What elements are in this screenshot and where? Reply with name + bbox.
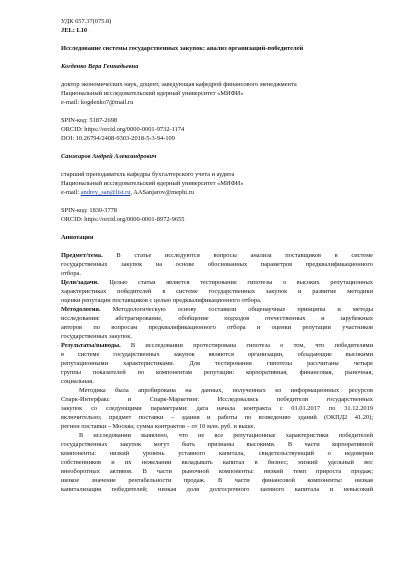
abstract-line: Цели/задачи. Целью статьи является тестирование гипотезы о высоких репутационных — [61, 279, 373, 286]
abstract-line: компоненты: низкий уровень уставного капитала, свидетельствующий о недоверии — [61, 450, 373, 457]
abstract-line: Спарк-Интерфакс и Спарк-Маркетинг. Исследовались победители государственных — [61, 396, 373, 403]
abstract-line: государственных закупок могут быть признаны высокими. В части корпоративной — [61, 441, 373, 448]
author-2-orcid: ORCID: https://orcid.org/0000-0001-8972-9655 — [61, 216, 185, 223]
abstract-line: собственников и их нежелании вкладывать капитал в бизнес; низкий удельный вес — [61, 459, 373, 466]
abstract-line: Методика была апробирована на данных, полученных из информационных ресурсов — [79, 387, 373, 394]
author-1-spin: SPIN-код: 5187-2698 — [61, 117, 118, 124]
author-1-doi: DOI: 10.26794/2408-9303-2018-5-3-94-109 — [61, 135, 175, 142]
abstract-line: отбора. — [61, 270, 81, 277]
abstract-line: государственных закупок на основе обоснованных параметров предквалификационного — [61, 261, 373, 268]
author-1-orcid: ORCID: https://orcid.org/0000-0001-9732-1174 — [61, 126, 185, 133]
author-2-university: Национальный исследовательский ядерный университет «МИФИ» — [61, 180, 244, 187]
abstract-line: Результаты/выводы. В исследовании протестирована гипотеза о том, что победителями — [61, 342, 373, 349]
author-2-spin: SPIN-код: 1830-3778 — [61, 207, 118, 214]
abstract-line: государственных закупок. — [61, 333, 132, 340]
abstract-goals — [61, 278, 373, 305]
author-1 — [61, 62, 373, 143]
abstract-line: группы показателей по компонентам репутации: корпоративная, финансовая, рыночная, — [61, 369, 373, 376]
udk-code: УДК 657.37(075.8) — [61, 18, 112, 25]
abstract-line: регион поставки – Москва; сумма контрактов – от 10 млн. руб. и выше. — [61, 423, 256, 430]
abstract-methodology — [61, 305, 373, 341]
abstract-line: Методология. Методологическую основу составили общенаучные принципы и методы — [61, 306, 373, 313]
author-2 — [61, 152, 373, 224]
author-1-position: доктор экономических наук, доцент, заведующая кафедрой финансового менеджмента — [61, 81, 297, 88]
author-1-email: e-mail: kogdenko7@mail.ru — [61, 99, 134, 106]
abstract-line: в системе государственных закупок являются организации, обладающие высокими — [61, 351, 373, 358]
abstract-results — [61, 341, 373, 386]
goals-label: Цели/задачи. — [61, 279, 99, 286]
method-label: Методология. — [61, 306, 101, 313]
jel-code: JEL: L10 — [61, 27, 88, 34]
abstract-heading: Аннотация — [61, 234, 94, 241]
abstract-line: оценки репутации поставщиков с целью предквалификационного отбора. — [61, 297, 262, 304]
abstract-line: Предмет/тема. В статье исследуются вопросы анализа поставщиков в системе — [61, 252, 373, 259]
subject-label: Предмет/тема. — [61, 252, 103, 259]
article-page — [61, 17, 373, 494]
abstract-line: исследования: абстрагирование, обобщение подходов отечественных и зарубежных — [61, 315, 373, 322]
author-1-name: Когденко Вера Геннадьевна — [61, 63, 139, 70]
author-2-position: старший преподаватель кафедры бухгалтерского учета и аудита — [61, 171, 235, 178]
results-label: Результаты/выводы. — [61, 342, 121, 349]
article-title: Исследование системы государственных закупок: анализ организаций-победителей — [61, 45, 304, 52]
abstract-paragraph-3 — [61, 431, 373, 494]
abstract-line: авторов по вопросам предквалификационного отбора и оценки репутации участников — [61, 324, 373, 331]
abstract-line: закупок со следующими параметрами: дата начала контракта с 01.01.2017 по 31.12.2019 — [61, 405, 373, 412]
author-2-email-link[interactable]: andrey_san@list.ru — [80, 189, 131, 196]
author-2-email-prefix: e-mail: — [61, 189, 81, 196]
abstract-subject — [61, 251, 373, 278]
abstract-line: низкое значение рентабельности продаж. В части финансовой компоненты: низкая — [61, 477, 373, 484]
abstract-line: включительно; предмет поставки – здания и работы по возведению зданий (ОКПД2 41.20); — [61, 414, 373, 421]
abstract-line: внеоборотных активов. В части рыночной компоненты: низкий темп прироста продаж; — [61, 468, 373, 475]
author-2-name: Санжаров Андрей Александрович — [61, 153, 157, 160]
abstract-line: характеристиках победителей в системе государственных закупок и развитие методики — [61, 288, 373, 295]
abstract-line: капитализация победителей; низкая доля долгосрочного заемного капитала и невысокий — [61, 486, 373, 493]
author-1-university: Национальный исследовательский ядерный университет «МИФИ» — [61, 90, 244, 97]
abstract-line: В исследовании выявлено, что не все репутационные характеристики победителей — [79, 432, 373, 439]
abstract-line: репутационными характеристиками. Для тестирования гипотезы рассчитаны четыре — [61, 360, 373, 367]
author-2-email-rest: , AASanjarov@mephi.ru — [130, 189, 195, 196]
abstract-paragraph-2 — [61, 386, 373, 431]
author-2-email-line — [61, 188, 373, 197]
abstract-line: социальная. — [61, 378, 94, 385]
